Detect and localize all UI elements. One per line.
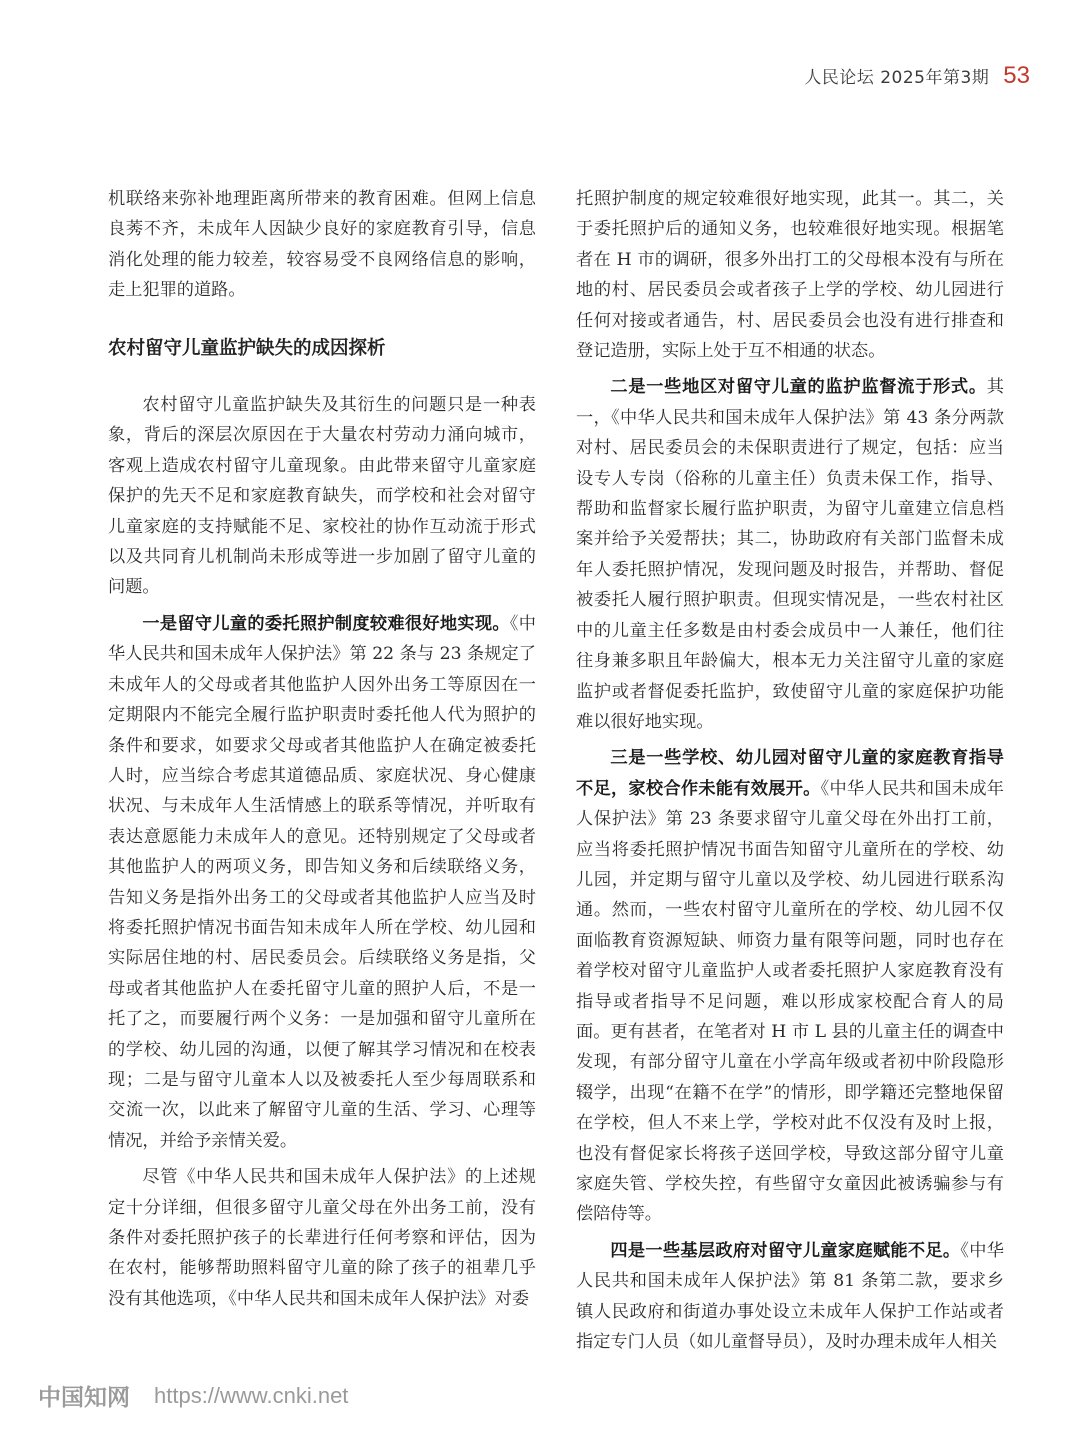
paragraph: 尽管《中华人民共和国未成年人保护法》的上述规定十分详细，但很多留守儿童父母在外出务工前，没有条件对委托照护孩子的长辈进行任何考察和评估，因为在农村，能够帮助照料留守儿童的除了孩子的祖辈几乎没有其他选项，《中华人民共和国未成年人保护法》对委 [108, 1167, 536, 1309]
paragraph-lead: 二是一些地区对留守儿童的监护监督流于形式。 [610, 377, 987, 398]
section-title: 农村留守儿童监护缺失的成因探析 [108, 337, 386, 359]
cnki-logo: 中国知网 [38, 1385, 130, 1411]
paragraph: 托照护制度的规定较难很好地实现，此其一。其二，关于委托照护后的通知义务，也较难很好地实现。根据笔者在 H 市的调研，很多外出打工的父母根本没有与所在地的村、居民委员会或者孩子上学的学校、幼儿园进行任何对接或者通告，村、居民委员会也没有进行排查和登记造册，实际上处于互不相通的状态。 [576, 189, 1004, 362]
page-number: 53 [1003, 62, 1030, 89]
paragraph: 农村留守儿童监护缺失及其衍生的问题只是一种表象，背后的深层次原因在于大量农村劳动力涌向城市，客观上造成农村留守儿童现象。由此带来留守儿童家庭保护的先天不足和家庭教育缺失，而学校和社会对留守儿童家庭的支持赋能不足、家校社的协作互动流于形式以及共同育儿机制尚未形成等进一步加剧了留守儿童的问题。 [108, 395, 536, 598]
paragraph-lead: 三是一些学校、幼儿园对留守儿童的家庭教育指导不足，家校合作未能有效展开。 [576, 748, 1004, 799]
paragraph-lead: 一是留守儿童的委托照护制度较难很好地实现。 [142, 613, 510, 634]
footer-watermark [38, 1379, 348, 1412]
left-column [108, 184, 536, 1320]
paragraph [576, 1236, 1004, 1358]
publication-info: 人民论坛 2025年第3期 [804, 68, 990, 88]
paragraph-body: 《中华人民共和国未成年人保护法》第 23 条要求留守儿童父母在外出打工前，应当将委托照护情况书面告知留守儿童所在的学校、幼儿园，并定期与留守儿童以及学校、幼儿园进行联系沟通。然而，一些农村留守儿童所在的学校、幼儿园不仅面临教育资源短缺、师资力量有限等问题，同时也存在着学校对留守儿童监护人或者委托照护人家庭教育没有指导或者指导不足问题，难以形成家校配合育人的局面。更有甚者，在笔者对 H 市 L 县的儿童主任的调查中发现，有部分留守儿童在小学高年级或者初中阶段隐形辍学，出现“在籍不在学”的情形，即学籍还完整地保留在学校，但人不来上学，学校对此不仅没有及时上报，也没有督促家长将孩子送回学校，导致这部分留守儿童家庭失管、学校失控，有些留守女童因此被诱骗参与有偿陪侍等。 [576, 778, 1004, 1225]
paragraph [576, 372, 1004, 737]
cnki-url[interactable]: https://www.cnki.net [154, 1382, 349, 1408]
paragraph-body: 《中华人民共和国未成年人保护法》第 22 条与 23 条规定了未成年人的父母或者其他监护人因外出务工等原因在一定期限内不能完全履行监护职责时委托他人代为照护的条件和要求，如要求父母或者其他监护人在确定被委托人时，应当综合考虑其道德品质、家庭状况、身心健康状况、与未成年人生活情感上的联系等情况，并听取有表达意愿能力未成年人的意见。还特别规定了父母或者其他监护人的两项义务，即告知义务和后续联络义务，告知义务是指外出务工的父母或者其他监护人应当及时将委托照护情况书面告知未成年人所在学校、幼儿园和实际居住地的村、居民委员会。后续联络义务是指，父母或者其他监护人在委托留守儿童的照护人后，不是一托了之，而要履行两个义务：一是加强和留守儿童所在的学校、幼儿园的沟通，以便了解其学习情况和在校表现；二是与留守儿童本人以及被委托人至少每周联系和交流一次，以此来了解留守儿童的生活、学习、心理等情况，并给予亲情关爱。 [108, 613, 536, 1151]
paragraph-body: 《中华人民共和国未成年人保护法》第 81 条第二款，要求乡镇人民政府和街道办事处设立未成年人保护工作站或者指定专门人员（如儿童督导员），及时办理未成年人相关 [576, 1240, 1004, 1353]
paragraph: 机联络来弥补地理距离所带来的教育困难。但网上信息良莠不齐，未成年人因缺少良好的家庭教育引导，信息消化处理的能力较差，较容易受不良网络信息的影响，走上犯罪的道路。 [108, 189, 536, 301]
right-column [576, 184, 1004, 1363]
paragraph-body: 其一，《中华人民共和国未成年人保护法》第 43 条分两款对村、居民委员会的未保职责进行了规定，包括：应当设专人专岗（俗称的儿童主任）负责未保工作，指导、帮助和监督家长履行监护职责，为留守儿童建立信息档案并给予关爱帮扶；其二，协助政府有关部门监督未成年人委托照护情况，发现问题及时报告，并帮助、督促被委托人履行照护职责。但现实情况是，一些农村社区中的儿童主任多数是由村委会成员中一人兼任，他们往往身兼多职且年龄偏大，根本无力关注留守儿童的家庭监护或者督促委托监护，致使留守儿童的家庭保护功能难以很好地实现。 [576, 377, 1004, 732]
paragraph-lead: 四是一些基层政府对留守儿童家庭赋能不足。 [610, 1240, 961, 1261]
page-header [804, 62, 1030, 90]
paragraph [576, 743, 1004, 1230]
paragraph [108, 609, 536, 1156]
